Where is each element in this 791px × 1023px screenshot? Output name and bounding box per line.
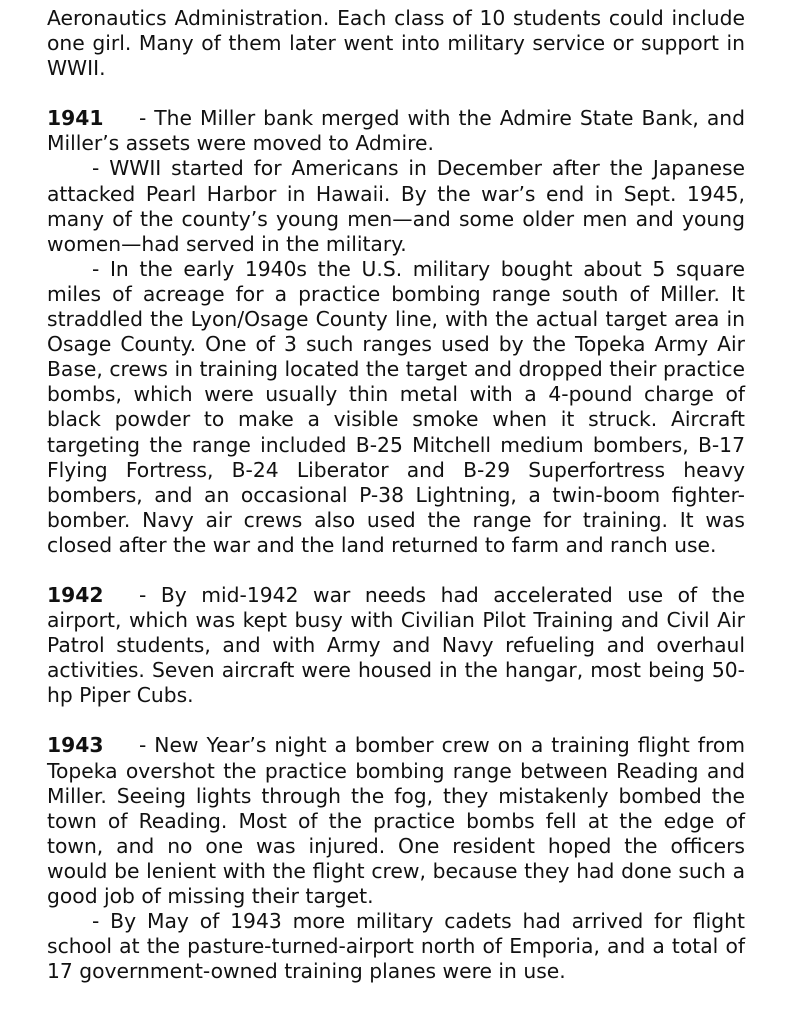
entry-1943-paragraph-1 bbox=[47, 733, 745, 909]
entry-1942-paragraph-1 bbox=[47, 583, 745, 708]
entry-1942-item-1: - By mid-1942 war needs had accelerated use of the airport, which was kept busy with Civilian Pilot Training and Civil Air Patrol students, and with Army and Navy refueling and overhaul activities. Seven aircraft were housed in the hangar, most being 50-hp Piper Cubs. bbox=[47, 582, 745, 708]
entry-1941-item-1: - The Miller bank merged with the Admire State Bank, and Miller’s assets were moved to Admire. bbox=[47, 106, 745, 156]
entry-1941-item-3: - In the early 1940s the U.S. military bought about 5 square miles of acreage for a practice bombing range south of Miller. It straddled the Lyon/Osage County line, with the actual target area in Osage County. One of 3 such ranges used by the Topeka Army Air Base, crews in training located the target and dropped their practice bombs, which were usually thin metal with a 4-pound charge of black powder to make a visible smoke when it struck. Aircraft targeting the range included B-25 Mitchell medium bombers, B-17 Flying Fortress, B-24 Liberator and B-29 Superfortress heavy bombers, and an occasional P-38 Lightning, a twin-boom fighter-bomber. Navy air crews also used the range for training. It was closed after the war and the land returned to farm and ranch use. bbox=[47, 256, 745, 557]
section-spacer bbox=[47, 558, 745, 583]
entry-1941-paragraph-1 bbox=[47, 106, 745, 156]
entry-1941-item-2: - WWII started for Americans in December after the Japanese attacked Pearl Harbor in Hawaii. By the war’s end in Sept. 1945, many of the county’s young men—and some older men and young women—had served in the military. bbox=[47, 156, 745, 256]
entry-1943-item-1: - New Year’s night a bomber crew on a training flight from Topeka overshot the practice bombing range between Reading and Miller. Seeing lights through the fog, they mistakenly bombed the town of Reading. Most of the practice bombs fell at the edge of town, and no one was injured. One resident hoped the officers would be lenient with the flight crew, because they had done such a good job of missing their target. bbox=[47, 733, 745, 908]
year-heading-1942: 1942 bbox=[47, 582, 104, 607]
document-page bbox=[47, 6, 745, 984]
section-spacer bbox=[47, 708, 745, 733]
year-heading-1941: 1941 bbox=[47, 106, 104, 131]
section-spacer bbox=[47, 81, 745, 106]
year-heading-1943: 1943 bbox=[47, 733, 104, 758]
intro-paragraph: Aeronautics Administration. Each class of 10 students could include one girl. Many of them later went into military service or support in WWII. bbox=[47, 6, 745, 81]
entry-1943-item-2: - By May of 1943 more military cadets had arrived for flight school at the pasture-turned-airport north of Emporia, and a total of 17 government-owned training planes were in use. bbox=[47, 909, 745, 984]
